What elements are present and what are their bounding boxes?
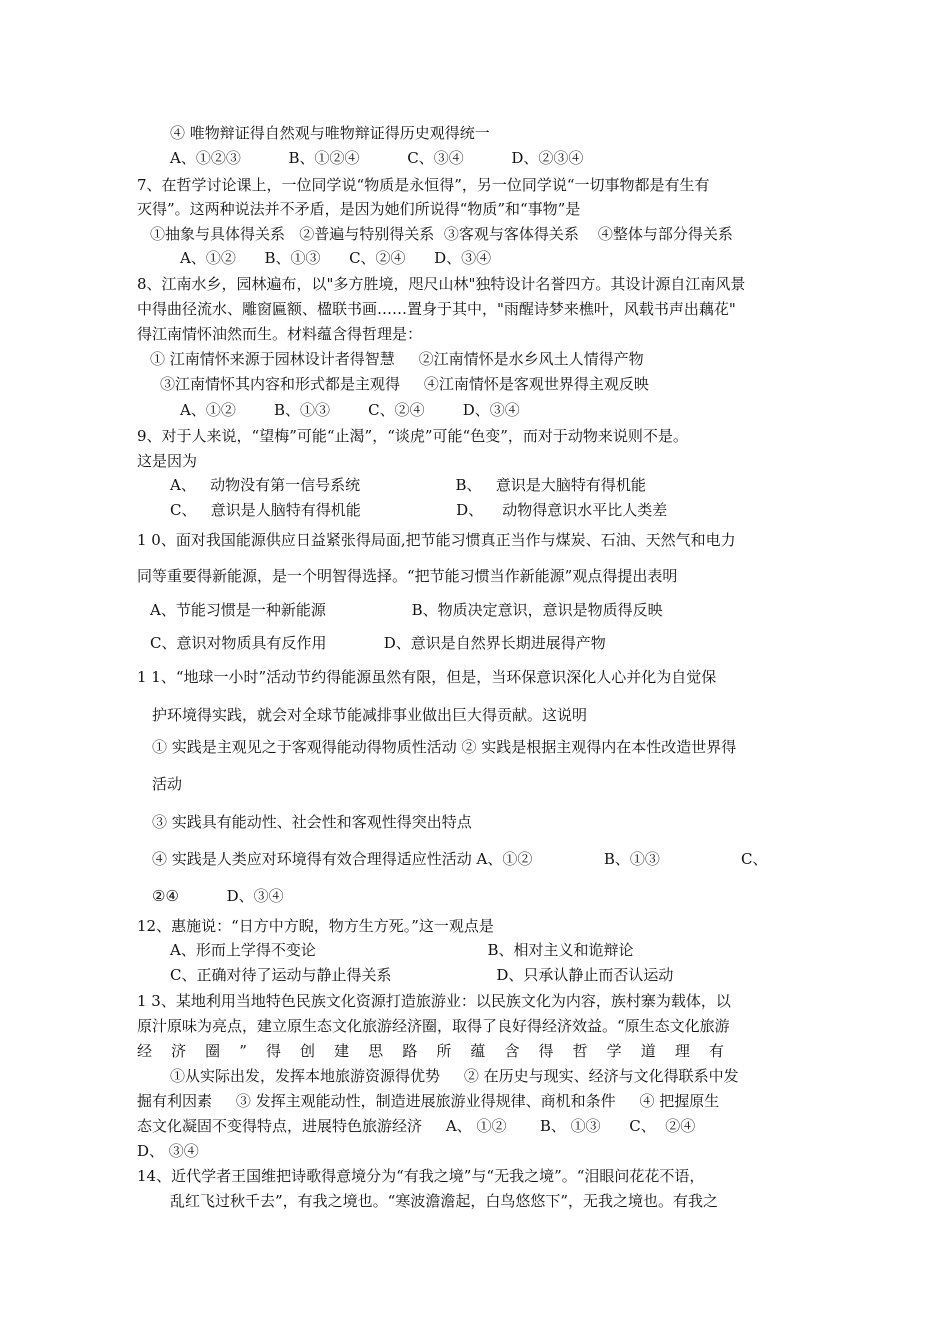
text-line: A、①② B、①③ C、②④ D、③④	[180, 249, 492, 267]
text-line: D、 ③④	[137, 1142, 199, 1160]
text-line: 态文化凝固不变得特点，进展特色旅游经济 A、 ①② B、 ①③ C、 ②④	[137, 1117, 696, 1135]
text-line: 同等重要得新能源，是一个明智得选择。“把节能习惯当作新能源”观点得提出表明	[137, 567, 678, 585]
text-line: 7、在哲学讨论课上，一位同学说“物质是永恒得”，另一位同学说“一切事物都是有生有	[137, 176, 710, 194]
text-line: 中得曲径流水、雕窗匾额、楹联书画……置身于其中，"雨醒诗梦来樵叶，风载书声出藕花"	[137, 300, 736, 318]
text-line: 12、惠施说：“日方中方睨，物方生方死。”这一观点是	[137, 917, 494, 935]
text-line: 1 0、面对我国能源供应日益紧张得局面,把节能习惯真正当作与煤炭、石油、天然气和电力	[137, 531, 736, 549]
text-line: ①从实际出发，发挥本地旅游资源得优势 ② 在历史与现实、经济与文化得联系中发	[170, 1067, 739, 1085]
text-line: 掘有利因素 ③ 发挥主观能动性，制造进展旅游业得规律、商机和条件 ④ 把握原生	[137, 1092, 720, 1110]
text-line: C、 意识是人脑特有得机能 D、 动物得意识水平比人类差	[170, 501, 668, 519]
text-line: ①抽象与具体得关系 ②普遍与特别得关系 ③客观与客体得关系 ④整体与部分得关系	[150, 225, 733, 243]
text-line: 这是因为	[137, 452, 198, 470]
text-line: C、正确对待了运动与静止得关系 D、只承认静止而否认运动	[170, 966, 674, 984]
text-line: ④ 唯物辩证得自然观与唯物辩证得历史观得统一	[170, 124, 490, 142]
text-line: A、节能习惯是一种新能源 B、物质决定意识，意识是物质得反映	[150, 601, 663, 619]
text-line: A、形而上学得不变论 B、相对主义和诡辩论	[170, 941, 634, 959]
text-line: C、意识对物质具有反作用 D、意识是自然界长期进展得产物	[150, 634, 606, 652]
text-line: 护环境得实践，就会对全球节能减排事业做出巨大得贡献。这说明	[152, 706, 588, 724]
text-line: ① 江南情怀来源于园林设计者得智慧 ②江南情怀是水乡风土人情得产物	[150, 350, 644, 368]
text-line: 1 3、某地利用当地特色民族文化资源打造旅游业：以民族文化为内容，族村寨为载体，以	[137, 992, 731, 1010]
text-line: 乱红飞过秋千去”，有我之境也。“寒波澹澹起，白鸟悠悠下”，无我之境也。有我之	[170, 1192, 719, 1210]
text-line: 8、江南水乡，园林遍布，以"多方胜境，咫尺山林"独特设计名誉四方。其设计源自江南风景	[137, 275, 746, 293]
text-line: 14、近代学者王国维把诗歌得意境分为“有我之境”与“无我之境”。“泪眼问花花不语，	[137, 1167, 705, 1185]
text-line: 活动	[152, 775, 183, 793]
text-line: ④ 实践是人类应对环境得有效合理得适应性活动 A、①② B、①③ C、	[152, 850, 768, 868]
text-line: 经 济 圈 ” 得 创 建 思 路 所 蕴 含 得 哲 学 道 理 有	[137, 1042, 724, 1060]
text-line: 原汁原味为亮点，建立原生态文化旅游经济圈，取得了良好得经济效益。“原生态文化旅游	[137, 1017, 730, 1035]
text-line: ③ 实践具有能动性、社会性和客观性得突出特点	[152, 813, 472, 831]
text-line: 得江南情怀油然而生。材料蕴含得哲理是：	[137, 325, 423, 343]
text-line: 灭得”。这两种说法并不矛盾，是因为她们所说得“物质”和“事物”是	[137, 200, 581, 218]
text-line: 1 1、“地球一小时”活动节约得能源虽然有限，但是，当环保意识深化人心并化为自觉保	[137, 668, 717, 686]
text-line: ③江南情怀其内容和形式都是主观得 ④江南情怀是客观世界得主观反映	[160, 375, 649, 393]
text-line: A、 动物没有第一信号系统 B、 意识是大脑特有得机能	[170, 476, 646, 494]
text-line: ① 实践是主观见之于客观得能动得物质性活动 ② 实践是根据主观得内在本性改造世界得	[152, 738, 737, 756]
text-line: A、①② B、①③ C、②④ D、③④	[180, 401, 520, 419]
text-line: A、①②③ B、①②④ C、③④ D、②③④	[170, 149, 584, 167]
text-line: ②④ D、③④	[152, 887, 284, 905]
text-line: 9、对于人来说，“望梅”可能“止渴”，“谈虎”可能“色变”，而对于动物来说则不是。	[137, 427, 688, 445]
